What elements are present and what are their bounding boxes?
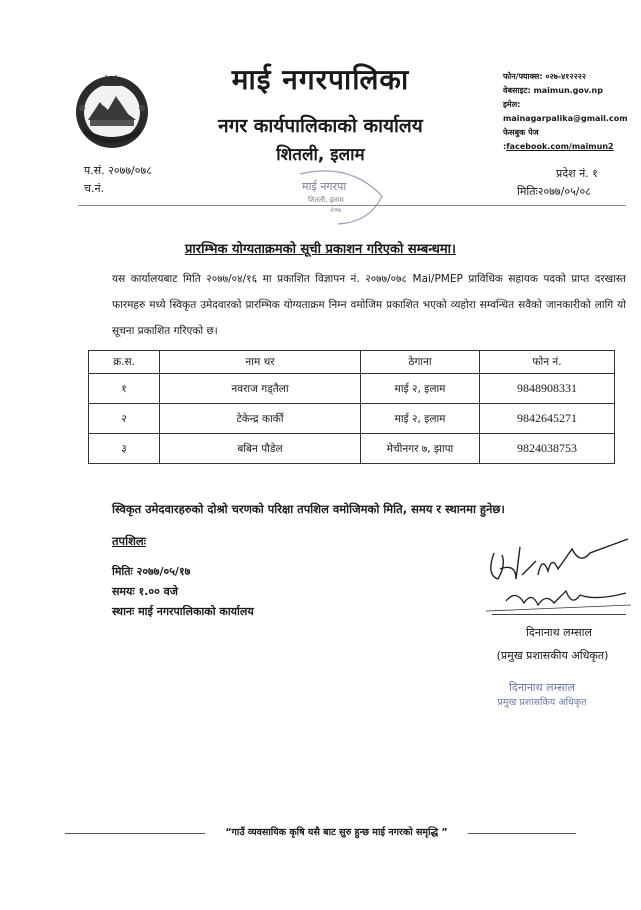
dispatch-number: च.नं. [84, 182, 105, 195]
row-phone: 9848908331 [480, 374, 615, 404]
col-serial: क्र.स. [89, 351, 160, 374]
row-name: टेकेन्द्र कार्की [160, 404, 361, 434]
contact-block [503, 70, 641, 154]
footer-motto: “गाउँ व्यवसायिक कृषि यसै बाट सुरु हुन्छ माई नगरको समृद्धि ” [225, 827, 448, 838]
table-header-row [89, 351, 615, 374]
signer-title: (प्रमुख प्रशासकीय अधिकृत) [496, 649, 609, 662]
header-divider [78, 205, 626, 206]
contact-email[interactable]: इमेल: mainagarpalika@gmail.com [503, 100, 628, 123]
signature-line [492, 614, 626, 615]
facebook-label: फेसबुक पेज : [503, 128, 539, 151]
office-name: नगर कार्यपालिकाको कार्यालय [218, 115, 423, 137]
contact-facebook [503, 126, 641, 154]
reference-block [84, 162, 152, 198]
schedule-date: मितिः २०७७/०५/१७ [112, 565, 191, 578]
row-serial: ३ [89, 434, 160, 464]
facebook-link[interactable]: facebook.com/maimun2 [506, 142, 614, 151]
notice-body [112, 266, 626, 344]
row-serial: २ [89, 404, 160, 434]
stamp-line1: माई नगरपा [302, 180, 347, 193]
col-name: नाम थर [160, 351, 361, 374]
schedule-venue: स्थानः माई नगरपालिकाको कार्यालय [112, 605, 254, 618]
row-phone: 9842645271 [480, 404, 615, 434]
schedule-time: समयः १.०० वजे [112, 585, 178, 598]
stamp-signer-title: प्रमुख प्रशासकिय अधिकृत [497, 697, 587, 708]
row-name: नवराज गड्तैला [160, 374, 361, 404]
row-serial: १ [89, 374, 160, 404]
stamp-signer-name: दिनानाथ लम्साल [509, 681, 575, 694]
office-location: शितली, इलाम [276, 145, 365, 165]
schedule-label: तपशिलः [112, 534, 147, 548]
table-row [89, 404, 615, 434]
province-number: प्रदेश नं. १ [556, 167, 598, 180]
table-row [89, 434, 615, 464]
candidate-table [88, 350, 615, 464]
table-row [89, 374, 615, 404]
exam-notice: स्विकृत उमेदवारहरुको दोश्रो चरणको परिक्षा तपशिल वमोजिमको मिति, समय र स्थानमा हुनेछ। [112, 502, 505, 516]
reference-number: प.सं. २०७७/०७८ [84, 164, 152, 177]
row-address: माई २, इलाम [361, 374, 480, 404]
letter-date: मितिः२०७७/०५/०८ [517, 185, 591, 198]
footer-rule-left [65, 833, 205, 834]
handwritten-signature-icon [476, 535, 636, 615]
signer-name: दिनानाथ लम्साल [526, 626, 592, 639]
col-phone: फोन नं. [480, 351, 615, 374]
body-paragraph: यस कार्यालयबाट मिति २०७७/०४/१६ मा प्रकाशित विज्ञापन नं. २०७७/०७८ Mai/PMEP प्राविधिक सहायक पदको प्राप्त दरखास्त फारमहरु मध्ये स्विकृत उमेदवारको प्रारम्भिक योग्यताक्रम निम्न वमोजिम प्रकाशित भएको व्यहोरा सम्वन्धित सवैको जानकारीको लागि यो सूचना प्रकाशित गरिएको छ। [112, 273, 626, 337]
organization-name: माई नगरपालिका [231, 63, 410, 96]
office-stamp-icon [290, 166, 385, 226]
col-address: ठेगाना [361, 351, 480, 374]
row-phone: 9824038753 [480, 434, 615, 464]
footer-rule-right [468, 833, 576, 834]
subject-line [0, 239, 641, 257]
row-name: बबिन पौडेल [160, 434, 361, 464]
row-address: माई २, इलाम [361, 404, 480, 434]
stamp-line3: २०७ [330, 206, 341, 214]
subject-text: प्रारम्भिक योग्यताक्रमको सूची प्रकाशन गरिएको सम्बन्धमा। [185, 242, 456, 257]
stamp-line2: शितली, इलाम [308, 196, 344, 204]
contact-website[interactable]: वेबसाइट: maimun.gov.np [503, 86, 603, 95]
row-address: मेचीनगर ७, झापा [361, 434, 480, 464]
contact-phone: फोन/फ्याक्स: ०२७-४१२२२२ [503, 72, 587, 81]
